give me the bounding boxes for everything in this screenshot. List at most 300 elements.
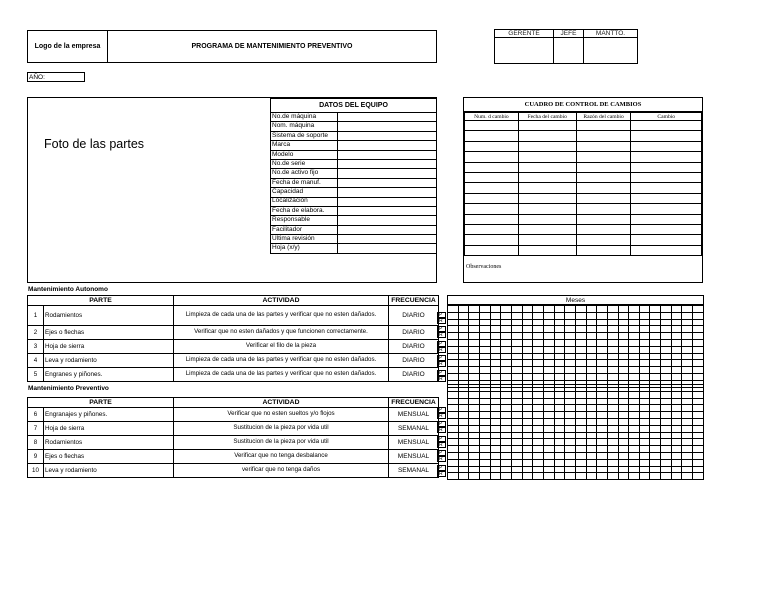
month-cell[interactable] — [479, 432, 490, 439]
month-cell[interactable] — [511, 353, 522, 360]
month-cell[interactable] — [661, 412, 672, 419]
month-cell[interactable] — [533, 306, 544, 313]
month-cell[interactable] — [586, 446, 597, 453]
month-cell[interactable] — [533, 367, 544, 374]
month-cell[interactable] — [607, 418, 618, 425]
signature-cell-gerente[interactable] — [495, 38, 554, 64]
change-cell[interactable] — [631, 152, 702, 162]
change-cell[interactable] — [576, 245, 631, 255]
month-cell[interactable] — [554, 418, 565, 425]
month-cell[interactable] — [522, 373, 533, 380]
month-cell[interactable] — [501, 425, 512, 432]
change-cell[interactable] — [465, 193, 519, 203]
month-cell[interactable] — [671, 425, 682, 432]
month-cell[interactable] — [597, 418, 608, 425]
month-cell[interactable] — [597, 452, 608, 459]
month-cell[interactable] — [650, 473, 661, 480]
month-cell[interactable] — [682, 432, 693, 439]
month-cell[interactable] — [586, 473, 597, 480]
change-cell[interactable] — [518, 183, 576, 193]
month-cell[interactable] — [458, 333, 469, 340]
month-cell[interactable] — [586, 391, 597, 398]
month-cell[interactable] — [469, 418, 480, 425]
month-cell[interactable] — [597, 385, 608, 392]
month-cell[interactable] — [639, 346, 650, 353]
month-cell[interactable] — [607, 473, 618, 480]
month-cell[interactable] — [522, 452, 533, 459]
month-cell[interactable] — [490, 398, 501, 405]
month-cell[interactable] — [693, 333, 704, 340]
month-cell[interactable] — [469, 312, 480, 319]
month-cell[interactable] — [650, 466, 661, 473]
month-cell[interactable] — [458, 391, 469, 398]
month-cell[interactable] — [543, 346, 554, 353]
change-cell[interactable] — [518, 224, 576, 234]
month-cell[interactable] — [639, 412, 650, 419]
month-cell[interactable] — [629, 459, 640, 466]
month-cell[interactable] — [629, 312, 640, 319]
month-cell[interactable] — [533, 312, 544, 319]
month-cell[interactable] — [607, 412, 618, 419]
month-cell[interactable] — [607, 452, 618, 459]
change-cell[interactable] — [576, 131, 631, 141]
month-cell[interactable] — [448, 391, 459, 398]
equipment-field-value[interactable] — [338, 225, 437, 234]
month-cell[interactable] — [575, 333, 586, 340]
month-cell[interactable] — [629, 360, 640, 367]
month-cell[interactable] — [479, 398, 490, 405]
month-cell[interactable] — [639, 353, 650, 360]
month-cell[interactable] — [565, 367, 576, 374]
month-cell[interactable] — [693, 473, 704, 480]
month-cell[interactable] — [693, 367, 704, 374]
month-cell[interactable] — [543, 473, 554, 480]
month-cell[interactable] — [682, 446, 693, 453]
month-cell[interactable] — [597, 446, 608, 453]
month-cell[interactable] — [501, 312, 512, 319]
month-cell[interactable] — [639, 333, 650, 340]
month-cell[interactable] — [479, 319, 490, 326]
month-cell[interactable] — [671, 353, 682, 360]
change-cell[interactable] — [631, 193, 702, 203]
month-cell[interactable] — [607, 339, 618, 346]
month-cell[interactable] — [565, 306, 576, 313]
month-cell[interactable] — [533, 385, 544, 392]
month-cell[interactable] — [661, 398, 672, 405]
month-cell[interactable] — [458, 360, 469, 367]
month-cell[interactable] — [511, 319, 522, 326]
month-cell[interactable] — [533, 326, 544, 333]
month-cell[interactable] — [469, 346, 480, 353]
month-cell[interactable] — [533, 432, 544, 439]
month-cell[interactable] — [671, 306, 682, 313]
month-cell[interactable] — [511, 405, 522, 412]
month-cell[interactable] — [671, 346, 682, 353]
change-cell[interactable] — [576, 121, 631, 131]
month-cell[interactable] — [575, 339, 586, 346]
change-cell[interactable] — [576, 204, 631, 214]
month-cell[interactable] — [522, 353, 533, 360]
month-cell[interactable] — [543, 405, 554, 412]
month-cell[interactable] — [501, 418, 512, 425]
month-cell[interactable] — [575, 418, 586, 425]
month-cell[interactable] — [543, 398, 554, 405]
month-cell[interactable] — [575, 312, 586, 319]
month-cell[interactable] — [607, 312, 618, 319]
month-cell[interactable] — [693, 346, 704, 353]
change-cell[interactable] — [576, 193, 631, 203]
equipment-field-value[interactable] — [338, 206, 437, 215]
month-cell[interactable] — [554, 391, 565, 398]
month-cell[interactable] — [629, 385, 640, 392]
month-cell[interactable] — [682, 418, 693, 425]
month-cell[interactable] — [533, 412, 544, 419]
month-cell[interactable] — [565, 339, 576, 346]
month-cell[interactable] — [522, 391, 533, 398]
month-cell[interactable] — [448, 459, 459, 466]
month-cell[interactable] — [607, 459, 618, 466]
month-cell[interactable] — [671, 339, 682, 346]
month-cell[interactable] — [639, 432, 650, 439]
month-cell[interactable] — [448, 353, 459, 360]
month-cell[interactable] — [448, 326, 459, 333]
month-cell[interactable] — [629, 326, 640, 333]
month-cell[interactable] — [511, 446, 522, 453]
month-cell[interactable] — [490, 339, 501, 346]
month-cell[interactable] — [533, 319, 544, 326]
month-cell[interactable] — [607, 446, 618, 453]
month-cell[interactable] — [511, 391, 522, 398]
month-cell[interactable] — [639, 319, 650, 326]
change-cell[interactable] — [518, 121, 576, 131]
equipment-field-value[interactable] — [338, 131, 437, 140]
month-cell[interactable] — [650, 391, 661, 398]
month-cell[interactable] — [490, 367, 501, 374]
month-cell[interactable] — [490, 466, 501, 473]
month-cell[interactable] — [618, 473, 629, 480]
month-cell[interactable] — [597, 326, 608, 333]
month-cell[interactable] — [639, 312, 650, 319]
month-cell[interactable] — [543, 367, 554, 374]
month-cell[interactable] — [597, 405, 608, 412]
month-cell[interactable] — [490, 312, 501, 319]
month-cell[interactable] — [650, 360, 661, 367]
month-cell[interactable] — [618, 319, 629, 326]
month-cell[interactable] — [629, 367, 640, 374]
month-cell[interactable] — [682, 360, 693, 367]
change-cell[interactable] — [576, 172, 631, 182]
month-cell[interactable] — [543, 425, 554, 432]
month-cell[interactable] — [661, 418, 672, 425]
month-cell[interactable] — [586, 360, 597, 367]
month-cell[interactable] — [479, 459, 490, 466]
month-cell[interactable] — [469, 385, 480, 392]
month-cell[interactable] — [469, 398, 480, 405]
month-cell[interactable] — [533, 446, 544, 453]
month-cell[interactable] — [629, 432, 640, 439]
month-cell[interactable] — [629, 391, 640, 398]
month-cell[interactable] — [501, 339, 512, 346]
month-cell[interactable] — [458, 473, 469, 480]
month-cell[interactable] — [511, 326, 522, 333]
month-cell[interactable] — [490, 373, 501, 380]
month-cell[interactable] — [586, 367, 597, 374]
month-cell[interactable] — [469, 459, 480, 466]
month-cell[interactable] — [607, 439, 618, 446]
month-cell[interactable] — [458, 398, 469, 405]
month-cell[interactable] — [469, 319, 480, 326]
month-cell[interactable] — [693, 405, 704, 412]
month-cell[interactable] — [511, 473, 522, 480]
month-cell[interactable] — [650, 459, 661, 466]
month-cell[interactable] — [448, 367, 459, 374]
month-cell[interactable] — [479, 333, 490, 340]
month-cell[interactable] — [565, 398, 576, 405]
change-cell[interactable] — [465, 152, 519, 162]
month-cell[interactable] — [682, 473, 693, 480]
month-cell[interactable] — [543, 432, 554, 439]
month-cell[interactable] — [511, 367, 522, 374]
month-cell[interactable] — [682, 459, 693, 466]
month-cell[interactable] — [618, 385, 629, 392]
month-cell[interactable] — [575, 473, 586, 480]
month-cell[interactable] — [501, 446, 512, 453]
month-cell[interactable] — [511, 418, 522, 425]
equipment-field-value[interactable] — [338, 197, 437, 206]
month-cell[interactable] — [671, 473, 682, 480]
month-cell[interactable] — [522, 339, 533, 346]
month-cell[interactable] — [565, 432, 576, 439]
month-cell[interactable] — [693, 326, 704, 333]
month-cell[interactable] — [575, 425, 586, 432]
month-cell[interactable] — [565, 319, 576, 326]
month-cell[interactable] — [565, 473, 576, 480]
month-cell[interactable] — [501, 391, 512, 398]
year-field[interactable]: AÑO: — [27, 72, 85, 82]
month-cell[interactable] — [607, 405, 618, 412]
month-cell[interactable] — [639, 326, 650, 333]
month-cell[interactable] — [618, 446, 629, 453]
change-cell[interactable] — [465, 141, 519, 151]
month-cell[interactable] — [479, 360, 490, 367]
month-cell[interactable] — [522, 333, 533, 340]
month-cell[interactable] — [671, 452, 682, 459]
month-cell[interactable] — [458, 452, 469, 459]
month-cell[interactable] — [618, 432, 629, 439]
month-cell[interactable] — [597, 391, 608, 398]
month-cell[interactable] — [554, 473, 565, 480]
month-cell[interactable] — [533, 373, 544, 380]
change-cell[interactable] — [518, 131, 576, 141]
equipment-field-value[interactable] — [338, 178, 437, 187]
change-cell[interactable] — [631, 162, 702, 172]
month-cell[interactable] — [469, 473, 480, 480]
change-cell[interactable] — [465, 224, 519, 234]
month-cell[interactable] — [522, 446, 533, 453]
month-cell[interactable] — [490, 346, 501, 353]
month-cell[interactable] — [554, 425, 565, 432]
month-cell[interactable] — [554, 398, 565, 405]
month-cell[interactable] — [490, 385, 501, 392]
month-cell[interactable] — [533, 473, 544, 480]
month-cell[interactable] — [469, 446, 480, 453]
month-cell[interactable] — [661, 391, 672, 398]
month-cell[interactable] — [522, 360, 533, 367]
month-cell[interactable] — [565, 418, 576, 425]
month-cell[interactable] — [501, 319, 512, 326]
month-cell[interactable] — [586, 306, 597, 313]
month-cell[interactable] — [554, 312, 565, 319]
month-cell[interactable] — [543, 418, 554, 425]
month-cell[interactable] — [565, 333, 576, 340]
month-cell[interactable] — [661, 367, 672, 374]
month-cell[interactable] — [511, 306, 522, 313]
month-cell[interactable] — [661, 473, 672, 480]
month-cell[interactable] — [661, 333, 672, 340]
month-cell[interactable] — [575, 412, 586, 419]
month-cell[interactable] — [693, 373, 704, 380]
month-cell[interactable] — [671, 312, 682, 319]
month-cell[interactable] — [693, 385, 704, 392]
month-cell[interactable] — [554, 446, 565, 453]
month-cell[interactable] — [554, 466, 565, 473]
month-cell[interactable] — [650, 418, 661, 425]
month-cell[interactable] — [618, 405, 629, 412]
month-cell[interactable] — [650, 432, 661, 439]
month-cell[interactable] — [479, 425, 490, 432]
month-cell[interactable] — [448, 306, 459, 313]
month-cell[interactable] — [490, 319, 501, 326]
change-cell[interactable] — [518, 245, 576, 255]
month-cell[interactable] — [575, 398, 586, 405]
month-cell[interactable] — [554, 412, 565, 419]
month-cell[interactable] — [693, 398, 704, 405]
month-cell[interactable] — [469, 333, 480, 340]
month-cell[interactable] — [682, 339, 693, 346]
month-cell[interactable] — [586, 452, 597, 459]
month-cell[interactable] — [650, 319, 661, 326]
month-cell[interactable] — [543, 459, 554, 466]
month-cell[interactable] — [650, 367, 661, 374]
month-cell[interactable] — [448, 418, 459, 425]
month-cell[interactable] — [586, 353, 597, 360]
month-cell[interactable] — [543, 466, 554, 473]
month-cell[interactable] — [511, 439, 522, 446]
month-cell[interactable] — [501, 333, 512, 340]
month-cell[interactable] — [565, 391, 576, 398]
month-cell[interactable] — [629, 452, 640, 459]
month-cell[interactable] — [469, 367, 480, 374]
month-cell[interactable] — [554, 452, 565, 459]
equipment-field-value[interactable] — [338, 159, 437, 168]
month-cell[interactable] — [554, 360, 565, 367]
month-cell[interactable] — [618, 391, 629, 398]
change-cell[interactable] — [576, 141, 631, 151]
month-cell[interactable] — [639, 425, 650, 432]
change-cell[interactable] — [465, 214, 519, 224]
month-cell[interactable] — [458, 439, 469, 446]
month-cell[interactable] — [501, 306, 512, 313]
month-cell[interactable] — [693, 466, 704, 473]
month-cell[interactable] — [575, 373, 586, 380]
month-cell[interactable] — [448, 312, 459, 319]
month-cell[interactable] — [522, 425, 533, 432]
month-cell[interactable] — [543, 446, 554, 453]
month-cell[interactable] — [629, 446, 640, 453]
month-cell[interactable] — [448, 333, 459, 340]
month-cell[interactable] — [586, 373, 597, 380]
month-cell[interactable] — [618, 326, 629, 333]
month-cell[interactable] — [469, 425, 480, 432]
month-cell[interactable] — [682, 385, 693, 392]
month-cell[interactable] — [639, 391, 650, 398]
month-cell[interactable] — [671, 439, 682, 446]
month-cell[interactable] — [469, 339, 480, 346]
month-cell[interactable] — [490, 432, 501, 439]
month-cell[interactable] — [511, 398, 522, 405]
month-cell[interactable] — [543, 319, 554, 326]
month-cell[interactable] — [501, 398, 512, 405]
month-cell[interactable] — [448, 385, 459, 392]
month-cell[interactable] — [565, 360, 576, 367]
month-cell[interactable] — [554, 306, 565, 313]
change-cell[interactable] — [631, 204, 702, 214]
month-cell[interactable] — [575, 432, 586, 439]
month-cell[interactable] — [639, 398, 650, 405]
month-cell[interactable] — [629, 405, 640, 412]
month-cell[interactable] — [448, 466, 459, 473]
month-cell[interactable] — [479, 466, 490, 473]
month-cell[interactable] — [543, 306, 554, 313]
month-cell[interactable] — [448, 446, 459, 453]
month-cell[interactable] — [522, 398, 533, 405]
month-cell[interactable] — [501, 385, 512, 392]
month-cell[interactable] — [554, 385, 565, 392]
month-cell[interactable] — [682, 353, 693, 360]
month-cell[interactable] — [554, 339, 565, 346]
month-cell[interactable] — [458, 405, 469, 412]
month-cell[interactable] — [682, 333, 693, 340]
month-cell[interactable] — [650, 446, 661, 453]
change-cell[interactable] — [631, 121, 702, 131]
change-cell[interactable] — [576, 152, 631, 162]
month-cell[interactable] — [597, 312, 608, 319]
month-cell[interactable] — [661, 312, 672, 319]
month-cell[interactable] — [490, 452, 501, 459]
month-cell[interactable] — [533, 459, 544, 466]
month-cell[interactable] — [650, 373, 661, 380]
month-cell[interactable] — [661, 339, 672, 346]
month-cell[interactable] — [693, 391, 704, 398]
month-cell[interactable] — [501, 452, 512, 459]
month-cell[interactable] — [543, 339, 554, 346]
equipment-field-value[interactable] — [338, 150, 437, 159]
month-cell[interactable] — [629, 418, 640, 425]
month-cell[interactable] — [639, 367, 650, 374]
month-cell[interactable] — [618, 333, 629, 340]
month-cell[interactable] — [618, 339, 629, 346]
month-cell[interactable] — [522, 432, 533, 439]
month-cell[interactable] — [671, 391, 682, 398]
month-cell[interactable] — [575, 439, 586, 446]
month-cell[interactable] — [490, 405, 501, 412]
month-cell[interactable] — [522, 326, 533, 333]
month-cell[interactable] — [586, 385, 597, 392]
change-cell[interactable] — [518, 162, 576, 172]
month-cell[interactable] — [448, 360, 459, 367]
month-cell[interactable] — [618, 466, 629, 473]
month-cell[interactable] — [501, 367, 512, 374]
